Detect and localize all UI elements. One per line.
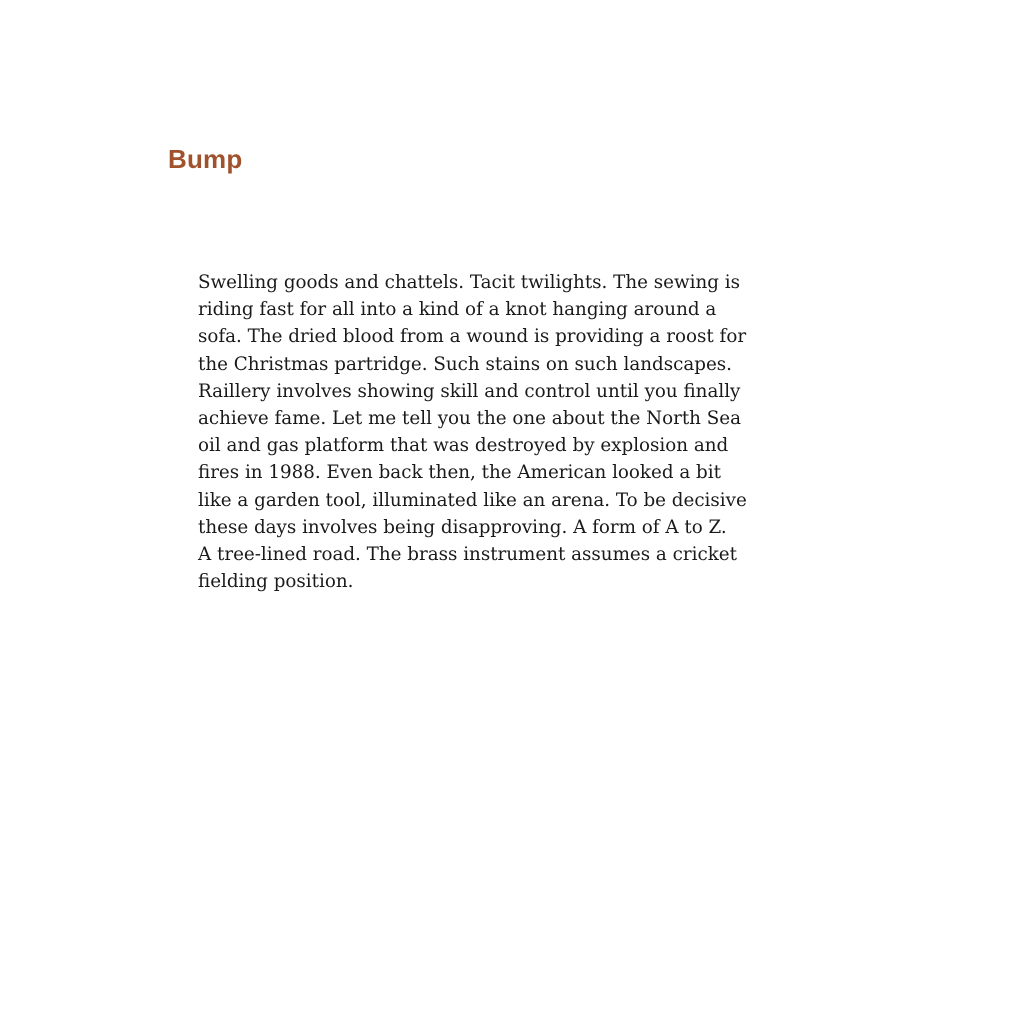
poem-line: Raillery involves showing skill and control until you finally [198, 380, 741, 402]
poem-body [198, 269, 852, 595]
poem-line: sofa. The dried blood from a wound is providing a roost for [198, 326, 747, 348]
poem-line: the Christmas partridge. Such stains on such landscapes. [198, 353, 732, 375]
poem-line: oil and gas platform that was destroyed by explosion and [198, 435, 729, 457]
poem-line: these days involves being disapproving. A form of A to Z. [198, 516, 727, 538]
poem-line: like a garden tool, illuminated like an arena. To be decisive [198, 489, 747, 511]
poem-line: fires in 1988. Even back then, the American looked a bit [198, 462, 721, 484]
poem-line: Swelling goods and chattels. Tacit twilights. The sewing is [198, 272, 740, 293]
poem-title: Bump [168, 144, 243, 174]
poem-line: riding fast for all into a kind of a knot hanging around a [198, 299, 717, 321]
poem-line: fielding position. [198, 571, 354, 593]
poem-line: A tree-lined road. The brass instrument assumes a cricket [198, 544, 737, 566]
poem-line: achieve fame. Let me tell you the one about the North Sea [198, 408, 742, 430]
